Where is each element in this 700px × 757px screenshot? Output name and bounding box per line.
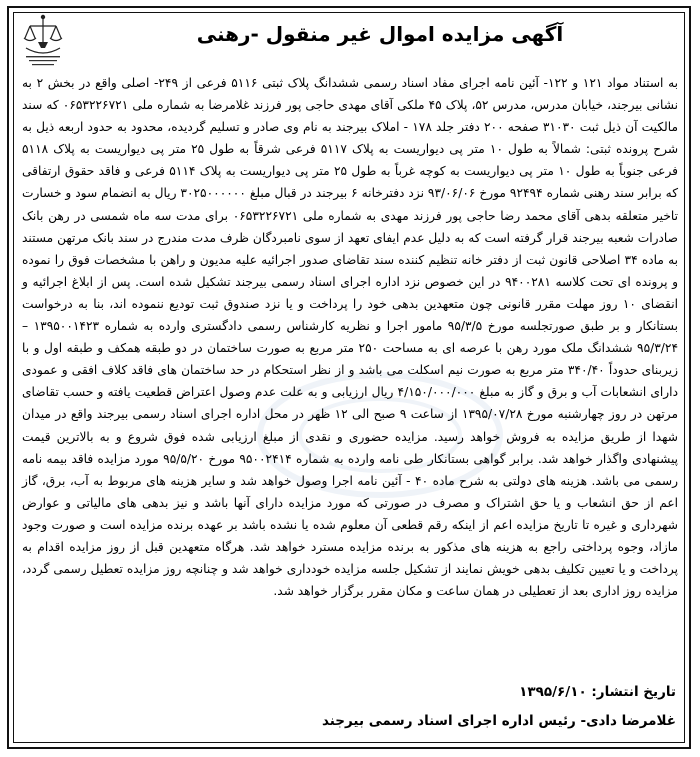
notice-body (22, 72, 678, 602)
signature: غلامرضا دادی- رئیس اداره اجرای اسناد رسمی بیرجند (322, 713, 676, 729)
notice-paragraph: به استناد مواد ۱۲۱ و ۱۲۲- آئین نامه اجرای مفاد اسناد رسمی ششدانگ پلاک ثبتی ۵۱۱۶ فرعی از ۲۴۹- اصلی واقع در بخش ۲ به نشانی بیرجند، خیابان مدرس، مدرس ۵۲، پلاک ۴۵ ملکی آقای مهدی حاجی پور فرزند غلامرضا به شماره ملی ۰۶۵۳۲۲۶۷۲۱ که سند مالکیت آن ذیل ثبت ۳۱۰۳۰ صفحه ۲۰۰ دفتر جلد ۱۷۸ - املاک بیرجند به نام وی صادر و تسلیم گردیده، محدود به حدود اربعه ذیل به شرح پرونده ثبتی: شمالاً به طول ۱۰ متر پی دیواریست به پلاک ۵۱۱۷ فرعی شرقاً به طول ۲۵ متر پی دیواریست به پلاک ۵۱۱۸ فرعی جنوباً به طول ۱۰ متر پی دیواریست به کوچه غرباً به طول ۲۵ متر پی دیواریست به پلاک ۵۱۱۴ فرعی و فاقد حقوق ارتفاقی که برابر سند رهنی شماره ۹۲۴۹۴ مورخ ۹۳/۰۶/۰۶ نزد دفترخانه ۶ بیرجند در قبال مبلغ ۳۰۲۵۰۰۰۰۰۰ ریال به انضمام سود و خسارت تاخیر متعلقه بدهی آقای محمد رضا حاجی پور فرزند مهدی به شماره ملی ۰۶۵۳۲۲۶۷۲۱ برای مدت سه ماه شمسی در رهن بانک صادرات شعبه بیرجند قرار گرفته است که به دلیل عدم ایفای تعهد از سوی نامبردگان ظرف مدت مندرج در سند بانک مرتهن مستند به ماده ۳۴ اصلاحی قانون ثبت از دفتر خانه تنظیم کننده سند تقاضای صدور اجرائیه علیه مدیون و راهن با مشخصات فوق را نموده و پرونده ای تحت کلاسه ۹۴۰۰۲۸۱ در این خصوص نزد اداره اجرای اسناد رسمی بیرجند تشکیل شده است. پس از ابلاغ اجرائیه و انقضای ۱۰ روز مهلت مقرر قانونی چون متعهدین بدهی خود را پرداخت و یا نزد صندوق ثبت تودیع ننموده اند، بنا به درخواست بستانکار و بر طبق صورتجلسه مورخ ۹۵/۳/۵ مامور اجرا و نظریه کارشناس رسمی دادگستری وارده به شماره ۱۳۹۵۰۰۱۴۲۳ – ۹۵/۳/۲۴ ششدانگ ملک مورد رهن با عرصه ای به مساحت ۲۵۰ متر مربع به صورت ساختمان در دو طبقه همکف و طبقه اول و با زیربنای حدوداً ۳۴۰/۴۰ متر مربع به صورت نیم اسکلت می باشد و از نظر استحکام در حد ساختمان های فاقد کلاف افقی و عمودی دارای انشعابات آب و برق و گاز به مبلغ ۴/۱۵۰/۰۰۰/۰۰۰ ریال ارزیابی و به علت عدم وصول اعتراض قطعیت یافته و حسب تقاضای مرتهن در روز چهارشنبه مورخ ۱۳۹۵/۰۷/۲۸ از ساعت ۹ صبح الی ۱۲ ظهر در محل اداره اجرای اسناد رسمی بیرجند واقع در میدان شهدا از طریق مزایده به فروش خواهد رسید. مزایده حضوری و نقدی از مبلغ ارزیابی شده فوق شروع و به بالاترین قیمت پیشنهادی واگذار خواهد شد. برابر گواهی بستانکار طی نامه وارده به شماره ۹۵۰۰۲۴۱۴ مورخ ۹۵/۵/۲۰ مورد مزایده فاقد بیمه نامه رسمی می باشد. هزینه های دولتی به شرح ماده ۴۰ - آئین نامه اجرا وصول خواهد شد و سایر هزینه های مربوط به آب، برق، گاز اعم از حق انشعاب و یا حق اشتراک و مصرف در صورتی که مورد مزایده دارای آنها باشد و نیز بدهی های مالیاتی و عوارض شهرداری و غیره تا تاریخ مزایده اعم از اینکه رقم قطعی آن معلوم شده یا نشده باشد بر عهده برنده مزایده است و صورت وجود مازاد، وجوه پرداختی راجع به هزینه های مذکور به برنده مزایده مسترد خواهد شد. هرگاه متعهدین قبل از روز مزایده اقدام به پرداخت و یا تعیین تکلیف بدهی خویش نمایند از تشکیل جلسه مزایده خودداری خواهد شد و چنانچه روز مزایده تعطیل رسمی گردد، مزایده روز اداری بعد از تعطیلی در همان ساعت و مکان مقرر برگزار خواهد شد. (22, 76, 679, 599)
judiciary-emblem-icon (14, 12, 72, 72)
notice-title: آگهی مزایده اموال غیر منقول -رهنی (196, 22, 564, 46)
publish-date: تاریخ انتشار: ۱۳۹۵/۶/۱۰ (519, 684, 676, 700)
